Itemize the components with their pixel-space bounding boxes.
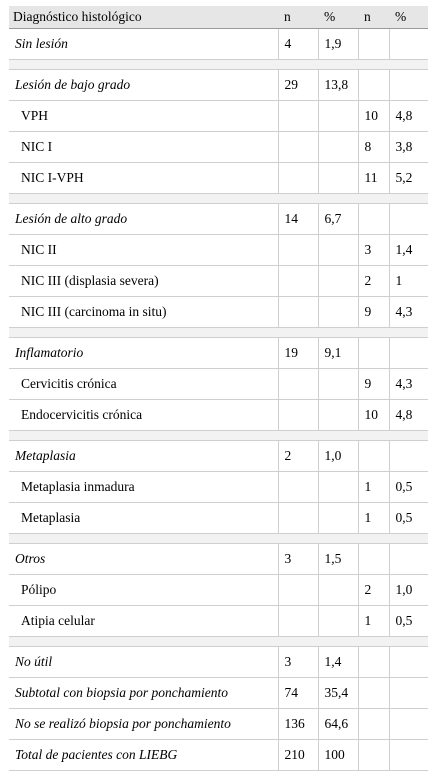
cell-sub-n: 1	[358, 606, 389, 637]
cell-n: 19	[278, 338, 318, 369]
cell-n: 4	[278, 29, 318, 60]
cell-n: 74	[278, 678, 318, 709]
cell-diagnosis: NIC III (displasia severa)	[9, 266, 278, 297]
cell-pct: 35,4	[318, 678, 358, 709]
cell-sub-n: 10	[358, 400, 389, 431]
cell-sub-pct: 5,2	[389, 163, 428, 194]
cell-diagnosis: Otros	[9, 544, 278, 575]
cell-pct	[318, 266, 358, 297]
histology-table	[9, 6, 428, 771]
cell-pct: 1,4	[318, 647, 358, 678]
cell-pct	[318, 369, 358, 400]
cell-diagnosis: NIC I	[9, 132, 278, 163]
table-row-polipo	[9, 575, 428, 606]
cell-diagnosis: NIC III (carcinoma in situ)	[9, 297, 278, 328]
cell-sub-n: 3	[358, 235, 389, 266]
cell-n	[278, 297, 318, 328]
table-row-nic-1	[9, 132, 428, 163]
group-separator	[9, 194, 428, 204]
table-row-cervicitis	[9, 369, 428, 400]
cell-pct: 13,8	[318, 70, 358, 101]
cell-n	[278, 369, 318, 400]
cell-sub-n: 2	[358, 266, 389, 297]
table-row-atipia	[9, 606, 428, 637]
cell-sub-pct: 4,3	[389, 369, 428, 400]
cell-sub-n	[358, 204, 389, 235]
cell-pct: 100	[318, 740, 358, 771]
cell-sub-pct: 4,3	[389, 297, 428, 328]
table-row-inflamatorio	[9, 338, 428, 369]
cell-sub-pct: 4,8	[389, 400, 428, 431]
cell-n	[278, 132, 318, 163]
cell-n: 2	[278, 441, 318, 472]
cell-diagnosis: Metaplasia inmadura	[9, 472, 278, 503]
cell-diagnosis: No útil	[9, 647, 278, 678]
cell-n: 29	[278, 70, 318, 101]
cell-diagnosis: Sin lesión	[9, 29, 278, 60]
cell-sub-pct	[389, 70, 428, 101]
cell-sub-pct	[389, 204, 428, 235]
cell-pct	[318, 400, 358, 431]
cell-sub-pct: 4,8	[389, 101, 428, 132]
table-row-metaplasia-group	[9, 441, 428, 472]
cell-sub-n: 1	[358, 472, 389, 503]
table-row-metaplasia	[9, 503, 428, 534]
cell-sub-pct	[389, 740, 428, 771]
cell-diagnosis: Metaplasia	[9, 441, 278, 472]
table-row-subtotal	[9, 678, 428, 709]
cell-sub-pct	[389, 441, 428, 472]
cell-pct	[318, 235, 358, 266]
cell-n	[278, 101, 318, 132]
cell-diagnosis: Atipia celular	[9, 606, 278, 637]
cell-pct: 1,5	[318, 544, 358, 575]
table-row-alto-grado	[9, 204, 428, 235]
cell-sub-n: 9	[358, 297, 389, 328]
table-row-bajo-grado	[9, 70, 428, 101]
cell-n: 3	[278, 544, 318, 575]
table-row-no-util	[9, 647, 428, 678]
cell-pct	[318, 163, 358, 194]
cell-sub-n: 8	[358, 132, 389, 163]
cell-pct: 1,0	[318, 441, 358, 472]
table-row-vph	[9, 101, 428, 132]
cell-n	[278, 575, 318, 606]
table-row-otros	[9, 544, 428, 575]
table-row-nic-3-displasia	[9, 266, 428, 297]
cell-pct: 6,7	[318, 204, 358, 235]
table-row-nic-1-vph	[9, 163, 428, 194]
cell-sub-pct	[389, 338, 428, 369]
cell-sub-n	[358, 441, 389, 472]
cell-diagnosis: Inflamatorio	[9, 338, 278, 369]
cell-pct	[318, 297, 358, 328]
cell-diagnosis: VPH	[9, 101, 278, 132]
cell-sub-n	[358, 709, 389, 740]
cell-sub-n: 11	[358, 163, 389, 194]
cell-diagnosis: Endocervicitis crónica	[9, 400, 278, 431]
header-diagnosis: Diagnóstico histológico	[9, 6, 278, 29]
cell-sub-pct	[389, 29, 428, 60]
cell-sub-pct	[389, 544, 428, 575]
cell-sub-pct: 1	[389, 266, 428, 297]
cell-diagnosis: Total de pacientes con LIEBG	[9, 740, 278, 771]
cell-n	[278, 400, 318, 431]
cell-sub-n: 1	[358, 503, 389, 534]
cell-diagnosis: Subtotal con biopsia por ponchamiento	[9, 678, 278, 709]
cell-sub-n: 9	[358, 369, 389, 400]
cell-pct: 64,6	[318, 709, 358, 740]
cell-diagnosis: Cervicitis crónica	[9, 369, 278, 400]
table-row-sin-lesion	[9, 29, 428, 60]
cell-n	[278, 472, 318, 503]
cell-diagnosis: NIC II	[9, 235, 278, 266]
cell-sub-pct: 0,5	[389, 472, 428, 503]
cell-sub-pct	[389, 709, 428, 740]
cell-pct	[318, 101, 358, 132]
table-row-endocervicitis	[9, 400, 428, 431]
cell-n: 3	[278, 647, 318, 678]
header-pct-group: %	[318, 6, 358, 29]
cell-diagnosis: Lesión de bajo grado	[9, 70, 278, 101]
cell-n	[278, 503, 318, 534]
cell-n	[278, 235, 318, 266]
cell-pct	[318, 503, 358, 534]
cell-diagnosis: Lesión de alto grado	[9, 204, 278, 235]
header-n-group: n	[278, 6, 318, 29]
cell-sub-n	[358, 70, 389, 101]
cell-sub-pct: 0,5	[389, 503, 428, 534]
cell-sub-n: 10	[358, 101, 389, 132]
cell-diagnosis: Metaplasia	[9, 503, 278, 534]
cell-sub-n	[358, 740, 389, 771]
cell-sub-n: 2	[358, 575, 389, 606]
group-separator	[9, 328, 428, 338]
cell-sub-n	[358, 544, 389, 575]
group-separator	[9, 534, 428, 544]
header-row	[9, 6, 428, 29]
cell-pct: 1,9	[318, 29, 358, 60]
cell-pct: 9,1	[318, 338, 358, 369]
cell-n	[278, 606, 318, 637]
header-pct-sub: %	[389, 6, 428, 29]
cell-sub-pct	[389, 647, 428, 678]
cell-sub-n	[358, 338, 389, 369]
cell-sub-pct: 1,4	[389, 235, 428, 266]
cell-pct	[318, 575, 358, 606]
group-separator	[9, 60, 428, 70]
cell-n: 210	[278, 740, 318, 771]
cell-sub-pct: 1,0	[389, 575, 428, 606]
table-row-metaplasia-inmadura	[9, 472, 428, 503]
cell-diagnosis: NIC I-VPH	[9, 163, 278, 194]
cell-n	[278, 163, 318, 194]
table-row-no-biopsia	[9, 709, 428, 740]
cell-sub-pct: 3,8	[389, 132, 428, 163]
header-n-sub: n	[358, 6, 389, 29]
group-separator	[9, 431, 428, 441]
cell-sub-pct	[389, 678, 428, 709]
table-row-nic-3-carcinoma	[9, 297, 428, 328]
cell-sub-n	[358, 678, 389, 709]
cell-diagnosis: No se realizó biopsia por ponchamiento	[9, 709, 278, 740]
group-separator	[9, 637, 428, 647]
cell-pct	[318, 472, 358, 503]
cell-n: 136	[278, 709, 318, 740]
cell-sub-pct: 0,5	[389, 606, 428, 637]
cell-n	[278, 266, 318, 297]
cell-sub-n	[358, 647, 389, 678]
cell-diagnosis: Pólipo	[9, 575, 278, 606]
table-row-nic-2	[9, 235, 428, 266]
cell-pct	[318, 132, 358, 163]
table-row-total	[9, 740, 428, 771]
cell-n: 14	[278, 204, 318, 235]
cell-pct	[318, 606, 358, 637]
cell-sub-n	[358, 29, 389, 60]
